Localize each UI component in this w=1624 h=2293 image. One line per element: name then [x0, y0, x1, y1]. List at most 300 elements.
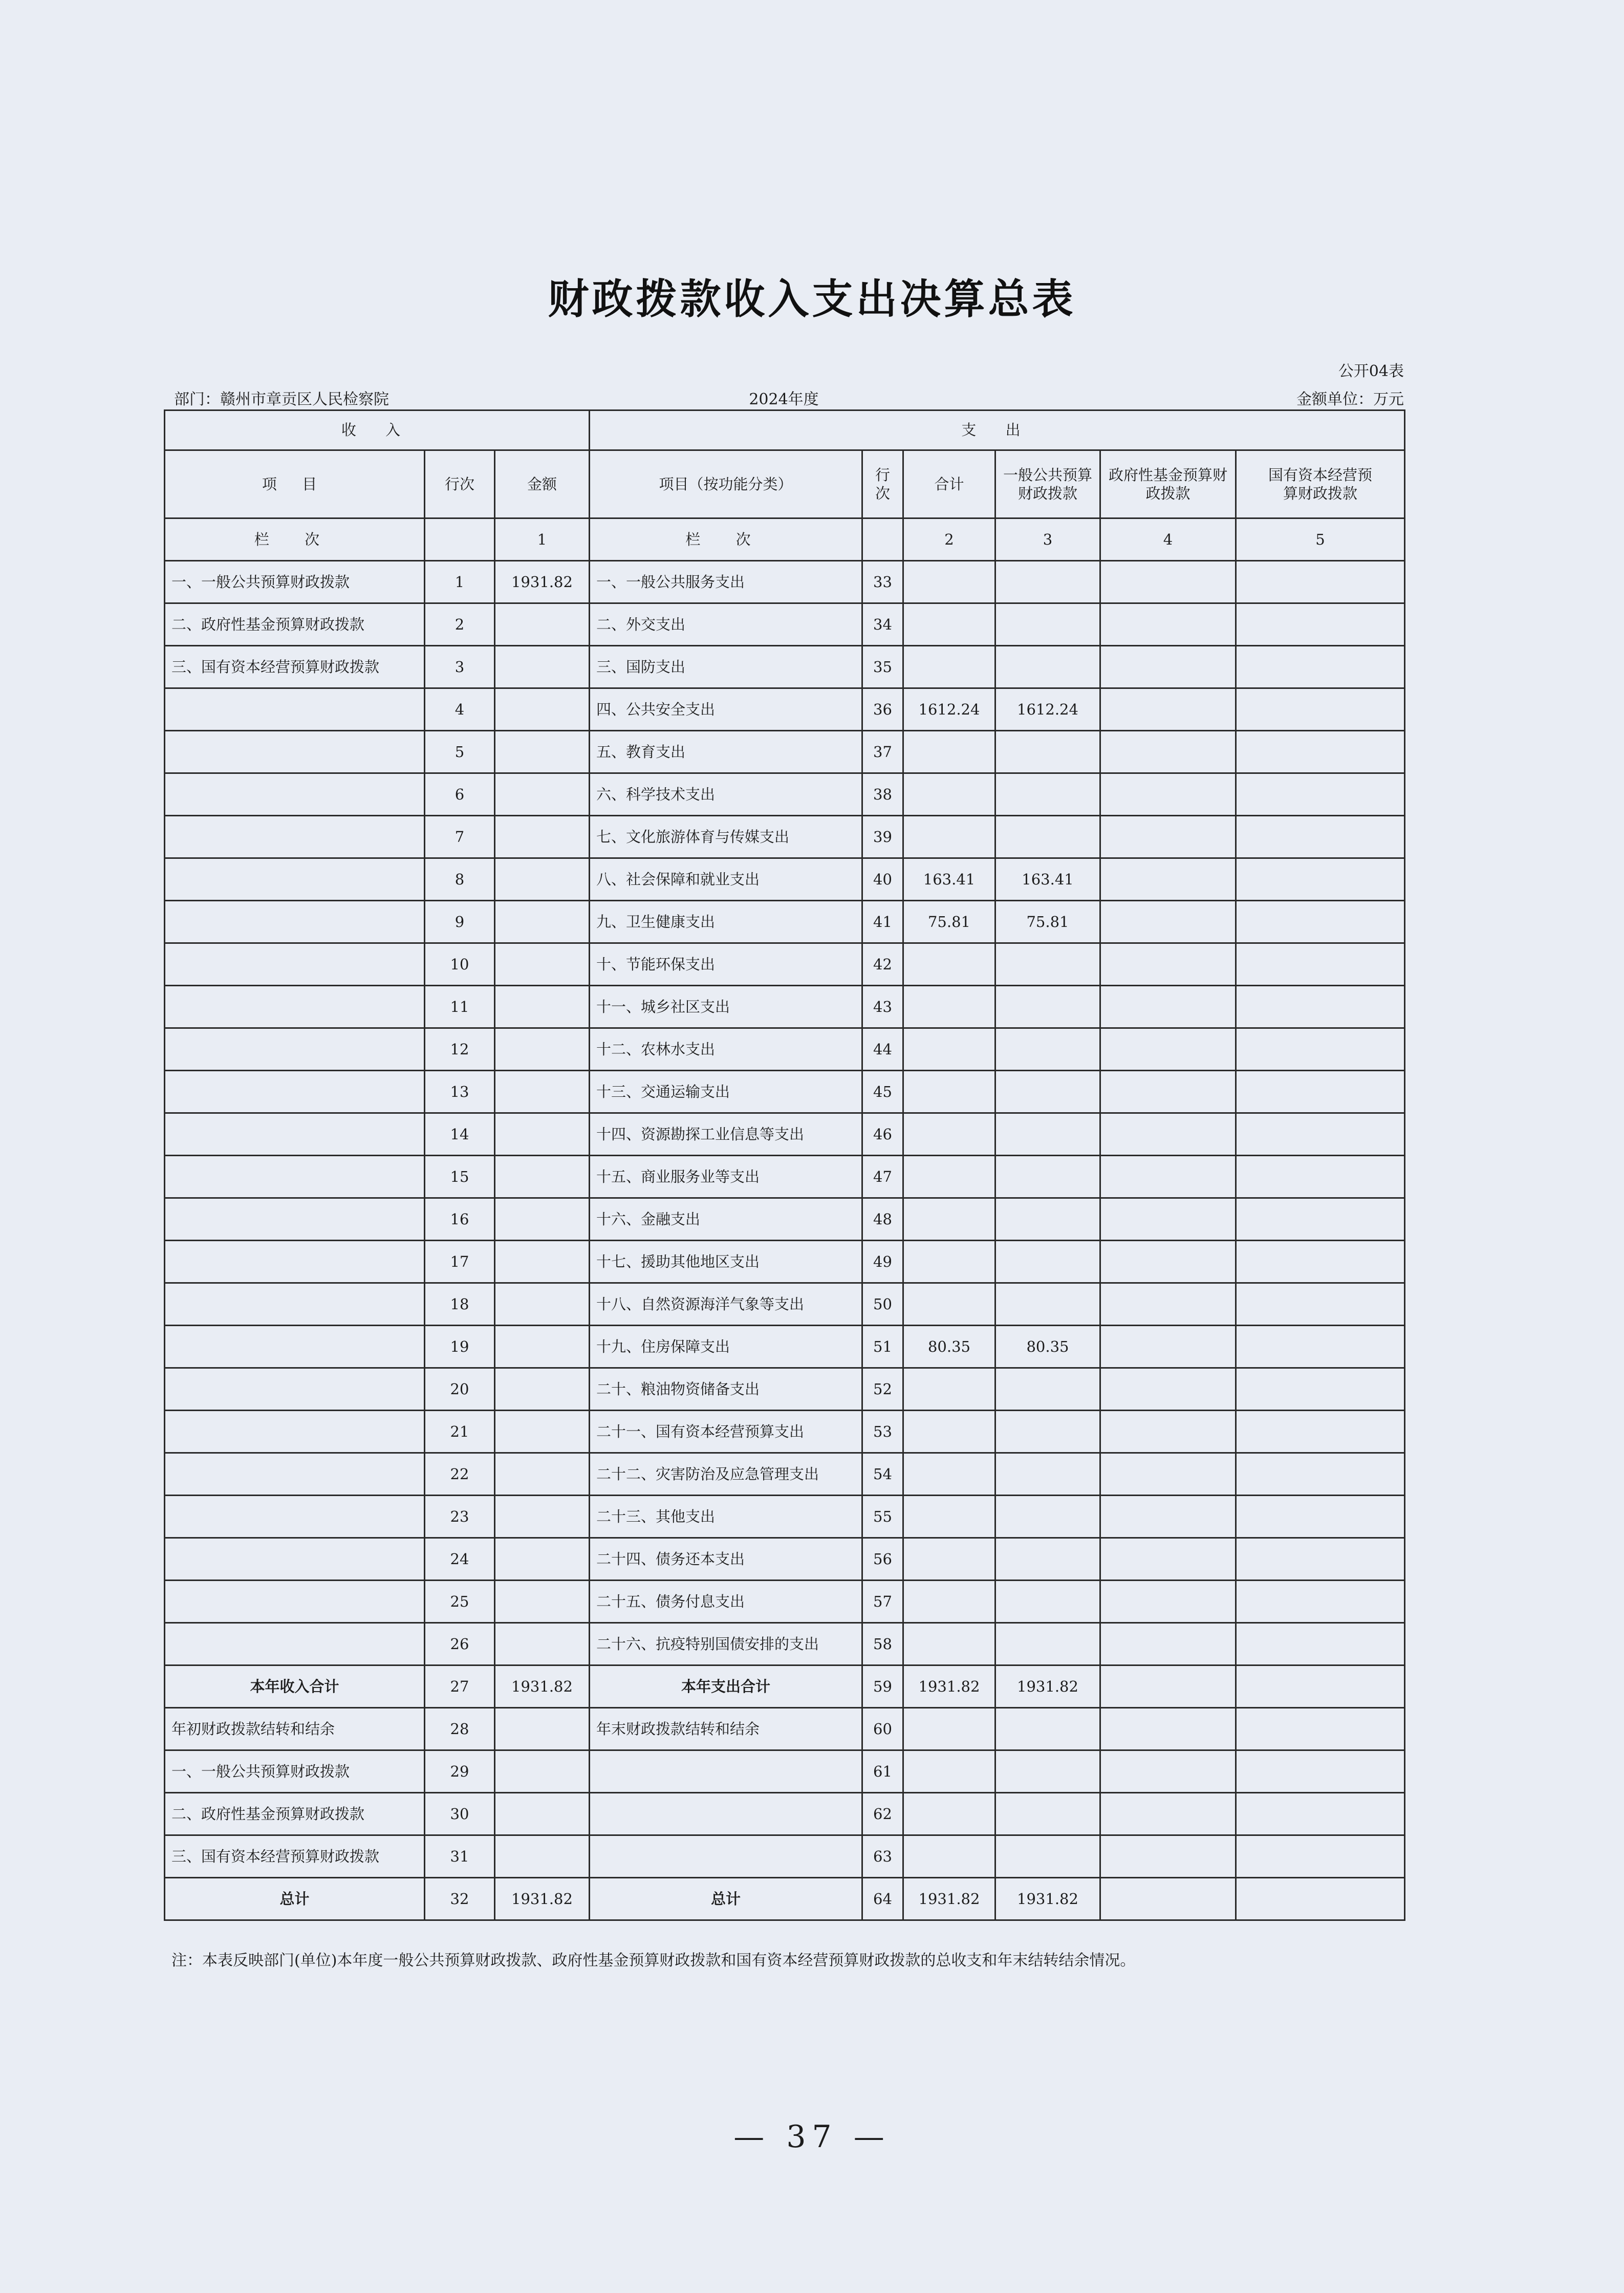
e2-fund [1100, 1793, 1236, 1835]
year-total-row [165, 1665, 1405, 1708]
in-rownum-cell: 14 [425, 1113, 495, 1156]
ex-fund-cell [1100, 1453, 1236, 1496]
expense-header: 支 出 [590, 410, 1405, 450]
ex-item-cell: 二十、粮油物资储备支出 [590, 1368, 862, 1411]
ex-state-cell [1236, 1453, 1405, 1496]
begin-label: 年初财政拨款结转和结余 [165, 1708, 425, 1750]
ex-general-cell: 163.41 [995, 858, 1100, 901]
end-no: 60 [862, 1708, 903, 1750]
in-rownum-cell: 6 [425, 773, 495, 816]
ex-total-cell [903, 731, 995, 773]
in-item-cell [165, 1071, 425, 1113]
ex-rownum-cell: 41 [862, 901, 903, 943]
ex-total-cell [903, 561, 995, 603]
in-item-cell [165, 1198, 425, 1241]
e2-label [590, 1793, 862, 1835]
e2-general [995, 1793, 1100, 1835]
ex-total-cell [903, 1283, 995, 1326]
idx-2: 2 [903, 518, 995, 561]
table-row [165, 1156, 1405, 1198]
ex-general-cell [995, 986, 1100, 1028]
col-rownum-header: 行次 [425, 450, 495, 518]
in-amount-cell [495, 1113, 590, 1156]
ex-state-cell [1236, 901, 1405, 943]
ex-general-cell [995, 1453, 1100, 1496]
e2-total [903, 1793, 995, 1835]
ex-rownum-cell: 57 [862, 1581, 903, 1623]
lanci-empty-1 [425, 518, 495, 561]
ex-total-cell [903, 1623, 995, 1665]
in-amount-cell: 1931.82 [495, 561, 590, 603]
table-row [165, 603, 1405, 646]
in-item-cell [165, 773, 425, 816]
ex-total-cell [903, 986, 995, 1028]
ex-general-cell [995, 773, 1100, 816]
in-item-cell [165, 1411, 425, 1453]
table-row [165, 858, 1405, 901]
table-row [165, 986, 1405, 1028]
ex-total-cell [903, 1496, 995, 1538]
ex-item-cell: 二、外交支出 [590, 603, 862, 646]
end-general [995, 1708, 1100, 1750]
in-rownum-cell: 13 [425, 1071, 495, 1113]
ex-item-cell: 十二、农林水支出 [590, 1028, 862, 1071]
table-row [165, 1198, 1405, 1241]
in-item-cell [165, 901, 425, 943]
in-rownum-cell: 24 [425, 1538, 495, 1581]
ex-total-cell [903, 1113, 995, 1156]
table-row [165, 1071, 1405, 1113]
in-amount-cell [495, 1198, 590, 1241]
ex-state-cell [1236, 1411, 1405, 1453]
e2-no: 62 [862, 1793, 903, 1835]
grand-ex-general: 1931.82 [995, 1878, 1100, 1920]
ex-state-cell [1236, 1241, 1405, 1283]
year-expense-general: 1931.82 [995, 1665, 1100, 1708]
ex-rownum-cell: 53 [862, 1411, 903, 1453]
in-rownum-cell: 4 [425, 688, 495, 731]
e3-general [995, 1835, 1100, 1878]
ex-fund-cell [1100, 1198, 1236, 1241]
ex-rownum-cell: 33 [862, 561, 903, 603]
col-amount-header: 金额 [495, 450, 590, 518]
ex-item-cell: 十九、住房保障支出 [590, 1326, 862, 1368]
ex-total-cell [903, 1028, 995, 1071]
table-row [165, 1028, 1405, 1071]
ex-item-cell: 八、社会保障和就业支出 [590, 858, 862, 901]
carryover-row-1 [165, 1750, 1405, 1793]
income-header: 收 入 [165, 410, 590, 450]
col-general-header: 一般公共预算财政拨款 [995, 450, 1100, 518]
ex-rownum-cell: 43 [862, 986, 903, 1028]
idx-5: 5 [1236, 518, 1405, 561]
header-row-1 [165, 410, 1405, 450]
ex-fund-cell [1100, 688, 1236, 731]
footnote: 注：本表反映部门(单位)本年度一般公共预算财政拨款、政府性基金预算财政拨款和国有资本经营预算财政拨款的总收支和年末结转结余情况。 [171, 1952, 1136, 1970]
end-label: 年末财政拨款结转和结余 [590, 1708, 862, 1750]
in-amount-cell [495, 1368, 590, 1411]
ex-total-cell [903, 603, 995, 646]
ex-general-cell [995, 1496, 1100, 1538]
ex-item-cell: 二十四、债务还本支出 [590, 1538, 862, 1581]
in-amount-cell [495, 1241, 590, 1283]
ex-fund-cell [1100, 986, 1236, 1028]
in-item-cell [165, 1538, 425, 1581]
ex-item-cell: 五、教育支出 [590, 731, 862, 773]
ex-fund-cell [1100, 1028, 1236, 1071]
year-expense-fund [1100, 1665, 1236, 1708]
ex-rownum-cell: 55 [862, 1496, 903, 1538]
ex-fund-cell [1100, 816, 1236, 858]
in-amount-cell [495, 986, 590, 1028]
ex-total-cell: 163.41 [903, 858, 995, 901]
ex-general-cell: 75.81 [995, 901, 1100, 943]
idx-3: 3 [995, 518, 1100, 561]
ex-rownum-cell: 38 [862, 773, 903, 816]
in-amount-cell [495, 858, 590, 901]
in-item-cell [165, 1113, 425, 1156]
ex-general-cell [995, 1113, 1100, 1156]
in-item-cell [165, 1156, 425, 1198]
ex-total-cell [903, 1071, 995, 1113]
ex-total-cell [903, 773, 995, 816]
begin-amt [495, 1708, 590, 1750]
ex-rownum-cell: 36 [862, 688, 903, 731]
grand-ex-state [1236, 1878, 1405, 1920]
ex-fund-cell [1100, 1368, 1236, 1411]
ex-general-cell [995, 1368, 1100, 1411]
in-rownum-cell: 19 [425, 1326, 495, 1368]
ex-general-cell [995, 561, 1100, 603]
ex-general-cell [995, 646, 1100, 688]
e1-fund [1100, 1750, 1236, 1793]
ex-state-cell [1236, 603, 1405, 646]
e3-fund [1100, 1835, 1236, 1878]
year-expense-state [1236, 1665, 1405, 1708]
ex-general-cell [995, 1071, 1100, 1113]
table-row [165, 901, 1405, 943]
e3-total [903, 1835, 995, 1878]
ex-total-cell [903, 1368, 995, 1411]
ex-rownum-cell: 54 [862, 1453, 903, 1496]
in-item-cell [165, 1496, 425, 1538]
col-exp-item-header: 项目（按功能分类） [590, 450, 862, 518]
in-rownum-cell: 20 [425, 1368, 495, 1411]
ex-rownum-cell: 51 [862, 1326, 903, 1368]
table-row [165, 943, 1405, 986]
in-amount-cell [495, 603, 590, 646]
table-row [165, 561, 1405, 603]
ex-state-cell [1236, 943, 1405, 986]
ex-fund-cell [1100, 1496, 1236, 1538]
ex-general-cell [995, 1538, 1100, 1581]
ex-general-cell [995, 1198, 1100, 1241]
ex-item-cell: 十、节能环保支出 [590, 943, 862, 986]
in-rownum-cell: 2 [425, 603, 495, 646]
idx-1: 1 [495, 518, 590, 561]
table-row [165, 1326, 1405, 1368]
ex-general-cell [995, 1241, 1100, 1283]
table-row [165, 1581, 1405, 1623]
in-amount-cell [495, 901, 590, 943]
grand-ex-total: 1931.82 [903, 1878, 995, 1920]
ex-general-cell [995, 1283, 1100, 1326]
ex-rownum-cell: 52 [862, 1368, 903, 1411]
ex-state-cell [1236, 1326, 1405, 1368]
ex-state-cell [1236, 986, 1405, 1028]
ex-fund-cell [1100, 1071, 1236, 1113]
ex-total-cell [903, 1156, 995, 1198]
header-row-2 [165, 450, 1405, 518]
e1-state [1236, 1750, 1405, 1793]
ex-state-cell [1236, 1623, 1405, 1665]
in-item-cell [165, 1368, 425, 1411]
table-row [165, 731, 1405, 773]
ex-rownum-cell: 39 [862, 816, 903, 858]
in-item-cell: 二、政府性基金预算财政拨款 [165, 603, 425, 646]
in-rownum-cell: 17 [425, 1241, 495, 1283]
ex-item-cell: 二十一、国有资本经营预算支出 [590, 1411, 862, 1453]
in-item-cell [165, 731, 425, 773]
ex-item-cell: 十三、交通运输支出 [590, 1071, 862, 1113]
ex-item-cell: 九、卫生健康支出 [590, 901, 862, 943]
ex-fund-cell [1100, 1241, 1236, 1283]
ex-item-cell: 十四、资源勘探工业信息等支出 [590, 1113, 862, 1156]
ex-rownum-cell: 50 [862, 1283, 903, 1326]
in-item-cell [165, 688, 425, 731]
ex-fund-cell [1100, 943, 1236, 986]
ex-total-cell [903, 816, 995, 858]
ex-rownum-cell: 42 [862, 943, 903, 986]
table-row [165, 688, 1405, 731]
ex-fund-cell [1100, 858, 1236, 901]
carryover-row [165, 1708, 1405, 1750]
ex-general-cell [995, 1411, 1100, 1453]
table-row [165, 1241, 1405, 1283]
e1-general [995, 1750, 1100, 1793]
ex-item-cell: 七、文化旅游体育与传媒支出 [590, 816, 862, 858]
in-item-cell [165, 1453, 425, 1496]
in-item-cell [165, 1283, 425, 1326]
ex-item-cell: 三、国防支出 [590, 646, 862, 688]
ex-fund-cell [1100, 603, 1236, 646]
in-amount-cell [495, 1283, 590, 1326]
ex-general-cell [995, 943, 1100, 986]
col-state-header: 国有资本经营预算财政拨款 [1236, 450, 1405, 518]
header-row-3 [165, 518, 1405, 561]
b3-label: 三、国有资本经营预算财政拨款 [165, 1835, 425, 1878]
meta-row [164, 386, 1404, 407]
end-fund [1100, 1708, 1236, 1750]
ex-item-cell: 二十五、债务付息支出 [590, 1581, 862, 1623]
ex-state-cell [1236, 1113, 1405, 1156]
in-amount-cell [495, 773, 590, 816]
ex-general-cell [995, 731, 1100, 773]
in-amount-cell [495, 646, 590, 688]
ex-total-cell [903, 1538, 995, 1581]
grand-total-row [165, 1878, 1405, 1920]
ex-item-cell: 十五、商业服务业等支出 [590, 1156, 862, 1198]
ex-rownum-cell: 37 [862, 731, 903, 773]
in-rownum-cell: 18 [425, 1283, 495, 1326]
b2-no: 30 [425, 1793, 495, 1835]
table-row [165, 1411, 1405, 1453]
in-amount-cell [495, 1453, 590, 1496]
end-state [1236, 1708, 1405, 1750]
in-amount-cell [495, 1538, 590, 1581]
form-code: 公开04表 [1338, 362, 1404, 380]
in-amount-cell [495, 1411, 590, 1453]
ex-rownum-cell: 46 [862, 1113, 903, 1156]
in-amount-cell [495, 1156, 590, 1198]
b2-amt [495, 1793, 590, 1835]
ex-total-cell [903, 646, 995, 688]
ex-fund-cell [1100, 731, 1236, 773]
ex-state-cell [1236, 858, 1405, 901]
ex-rownum-cell: 49 [862, 1241, 903, 1283]
ex-general-cell [995, 1028, 1100, 1071]
table-row [165, 816, 1405, 858]
in-rownum-cell: 7 [425, 816, 495, 858]
in-amount-cell [495, 1581, 590, 1623]
in-rownum-cell: 21 [425, 1411, 495, 1453]
ex-fund-cell [1100, 1156, 1236, 1198]
in-amount-cell [495, 1028, 590, 1071]
ex-state-cell [1236, 1156, 1405, 1198]
ex-state-cell [1236, 1496, 1405, 1538]
year-income-label: 本年收入合计 [165, 1665, 425, 1708]
ex-fund-cell [1100, 1581, 1236, 1623]
ex-state-cell [1236, 1028, 1405, 1071]
ex-rownum-cell: 35 [862, 646, 903, 688]
year-expense-no: 59 [862, 1665, 903, 1708]
ex-total-cell [903, 1581, 995, 1623]
ex-rownum-cell: 48 [862, 1198, 903, 1241]
ex-rownum-cell: 56 [862, 1538, 903, 1581]
in-amount-cell [495, 943, 590, 986]
e1-no: 61 [862, 1750, 903, 1793]
ex-total-cell [903, 1198, 995, 1241]
ex-general-cell: 80.35 [995, 1326, 1100, 1368]
ex-state-cell [1236, 646, 1405, 688]
ex-fund-cell [1100, 773, 1236, 816]
in-rownum-cell: 8 [425, 858, 495, 901]
in-rownum-cell: 11 [425, 986, 495, 1028]
ex-rownum-cell: 47 [862, 1156, 903, 1198]
in-rownum-cell: 23 [425, 1496, 495, 1538]
grand-ex-fund [1100, 1878, 1236, 1920]
ex-state-cell [1236, 561, 1405, 603]
ex-item-cell: 二十六、抗疫特别国债安排的支出 [590, 1623, 862, 1665]
ex-general-cell [995, 1581, 1100, 1623]
in-rownum-cell: 9 [425, 901, 495, 943]
ex-fund-cell [1100, 1326, 1236, 1368]
ex-state-cell [1236, 1581, 1405, 1623]
table-row [165, 1538, 1405, 1581]
col-fund-header: 政府性基金预算财政拨款 [1100, 450, 1236, 518]
ex-rownum-cell: 40 [862, 858, 903, 901]
in-item-cell [165, 1028, 425, 1071]
ex-rownum-cell: 58 [862, 1623, 903, 1665]
ex-general-cell: 1612.24 [995, 688, 1100, 731]
ex-item-cell: 十七、援助其他地区支出 [590, 1241, 862, 1283]
table-row [165, 1623, 1405, 1665]
ex-state-cell [1236, 773, 1405, 816]
in-item-cell [165, 943, 425, 986]
in-rownum-cell: 26 [425, 1623, 495, 1665]
ex-state-cell [1236, 1283, 1405, 1326]
in-item-cell [165, 1241, 425, 1283]
ex-state-cell [1236, 731, 1405, 773]
grand-in-label: 总计 [165, 1878, 425, 1920]
carryover-row-2 [165, 1793, 1405, 1835]
idx-4: 4 [1100, 518, 1236, 561]
in-rownum-cell: 10 [425, 943, 495, 986]
ex-fund-cell [1100, 1411, 1236, 1453]
table-row [165, 646, 1405, 688]
grand-in-amt: 1931.82 [495, 1878, 590, 1920]
table-row [165, 773, 1405, 816]
ex-fund-cell [1100, 561, 1236, 603]
col-item-header: 项 目 [165, 450, 425, 518]
b1-label: 一、一般公共预算财政拨款 [165, 1750, 425, 1793]
e1-label [590, 1750, 862, 1793]
year-expense-label: 本年支出合计 [590, 1665, 862, 1708]
b3-amt [495, 1835, 590, 1878]
ex-fund-cell [1100, 1538, 1236, 1581]
ex-state-cell [1236, 1538, 1405, 1581]
e3-label [590, 1835, 862, 1878]
ex-item-cell: 一、一般公共服务支出 [590, 561, 862, 603]
col-total-header: 合计 [903, 450, 995, 518]
ex-general-cell [995, 1156, 1100, 1198]
ex-total-cell: 1612.24 [903, 688, 995, 731]
ex-general-cell [995, 816, 1100, 858]
begin-no: 28 [425, 1708, 495, 1750]
table-row [165, 1283, 1405, 1326]
in-rownum-cell: 5 [425, 731, 495, 773]
ex-item-cell: 四、公共安全支出 [590, 688, 862, 731]
in-item-cell [165, 816, 425, 858]
ex-rownum-cell: 34 [862, 603, 903, 646]
ex-item-cell: 二十三、其他支出 [590, 1496, 862, 1538]
in-item-cell: 一、一般公共预算财政拨款 [165, 561, 425, 603]
ex-item-cell: 十八、自然资源海洋气象等支出 [590, 1283, 862, 1326]
table-row [165, 1368, 1405, 1411]
in-item-cell [165, 1326, 425, 1368]
ex-state-cell [1236, 816, 1405, 858]
in-item-cell [165, 1623, 425, 1665]
carryover-row-3 [165, 1835, 1405, 1878]
ex-item-cell: 六、科学技术支出 [590, 773, 862, 816]
end-total [903, 1708, 995, 1750]
page-title: 财政拨款收入支出决算总表 [548, 275, 1076, 323]
ex-fund-cell [1100, 646, 1236, 688]
page-number: — 37 — [733, 2119, 891, 2155]
year-expense-total: 1931.82 [903, 1665, 995, 1708]
in-item-cell [165, 1581, 425, 1623]
in-rownum-cell: 16 [425, 1198, 495, 1241]
grand-ex-label: 总计 [590, 1878, 862, 1920]
in-item-cell [165, 858, 425, 901]
ex-rownum-cell: 45 [862, 1071, 903, 1113]
ex-total-cell [903, 1411, 995, 1453]
in-amount-cell [495, 1071, 590, 1113]
ex-total-cell: 80.35 [903, 1326, 995, 1368]
ex-fund-cell [1100, 901, 1236, 943]
in-amount-cell [495, 688, 590, 731]
table-row [165, 1453, 1405, 1496]
